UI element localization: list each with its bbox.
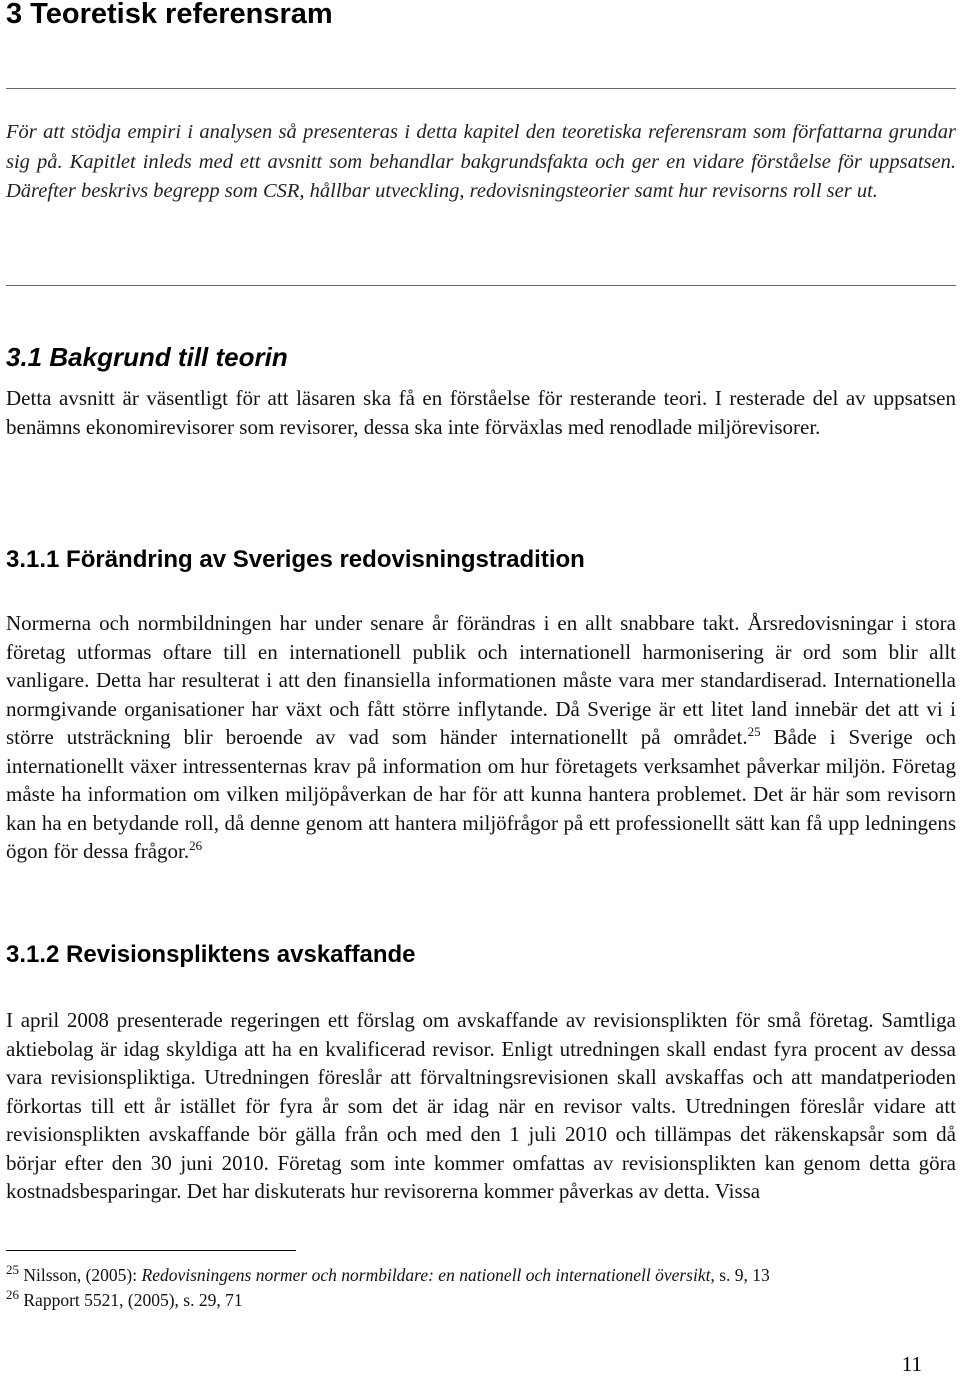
section-3-1-1-paragraph [6,609,956,866]
footnote-25-author: Nilsson, (2005): [23,1265,142,1285]
page-number: 11 [901,1352,922,1376]
chapter-intro: För att stödja empiri i analysen så presenteras i detta kapitel den teoretiska referensram som författarna grundar sig på. Kapitlet inleds med ett avsnitt som behandlar bakgrundsfakta och ger en vidare förståelse för uppsatsen. Därefter beskrivs begrepp som CSR, hållbar utveckling, redovisningsteorier samt hur revisorns roll ser ut. [6,121,956,202]
section-3-1-2-title: 3.1.2 Revisionspliktens avskaffande [6,941,416,968]
section-3-1-title: 3.1 Bakgrund till teorin [6,342,288,372]
section-3-1-1-text-part2: Både i Sverige och internationellt växer intressenternas krav på information om hur företagets verksamhet påverkar miljön. Företag måste ha information om vilken miljöpåverkan de har för att kunna hantera problemet. Det är här som revisorn kan ha en betydande roll, då denne genom att hantera miljöfrågor på ett professionellt sätt kan få upp ledningens ögon för dessa frågor. [6,725,957,863]
footnote-25 [6,1264,770,1286]
footnote-25-pages: , s. 9, 13 [710,1265,770,1285]
divider-top [6,88,956,89]
section-3-1-2-paragraph: I april 2008 presenterade regeringen ett förslag om avskaffande av revisionsplikten för små företag. Samtliga aktiebolag är idag skyldiga att ha en kvalificerad revisor. Enligt utredningen skall endast fyra procent av dessa vara revisionspliktiga. Utredningen föreslår att förvaltningsrevisionen skall avskaffas och att mandatperioden förkortas till ett år istället för fyra år som det är idag när en revisor valts. Utredningen föreslår vidare att revisionsplikten avskaffande bör gälla från och med den 1 juli 2010 och tillämpas det räkenskapsår som då börjar efter den 30 juni 2010. Företag som inte kommer omfattas av revisionsplikten kan genom detta göra kostnadsbesparingar. Det har diskuterats hur revisorerna kommer påverkas av detta. Vissa [6,1008,956,1203]
footnote-ref-26: 26 [189,838,203,853]
footnote-ref-25: 25 [747,724,761,739]
footnote-25-title: Redovisningens normer och normbildare: en nationell och internationell översikt [141,1265,711,1285]
section-3-1-paragraph: Detta avsnitt är väsentligt för att läsaren ska få en förståelse för resterande teori. I resterade del av uppsatsen benämns ekonomirevisorer som revisorer, dessa ska inte förväxlas med renodlade miljörevisorer. [6,386,956,439]
footnote-26-number: 26 [6,1287,19,1303]
chapter-title: 3 Teoretisk referensram [6,0,333,30]
divider-bottom [6,285,956,286]
footnote-separator [6,1250,296,1251]
section-3-1-1-text-part1: Normerna och normbildningen har under senare år förändras i en allt snabbare takt. Årsredovisningar i stora företag utformas oftare till en internationell publik och internationell harmonisering är ord som blir allt vanligare. Detta har resulterat i att den finansiella informationen måste vara mer standardiserad. Internationella normgivande organisationer har växt och fått större inflytande. Då Sverige är ett litet land innebär det att vi i större utsträckning blir beroende av vad som händer internationellt på området. [6,611,956,749]
footnote-26-text: Rapport 5521, (2005), s. 29, 71 [23,1290,243,1310]
section-3-1-1-title: 3.1.1 Förändring av Sveriges redovisningstradition [6,546,585,573]
footnote-25-number: 25 [6,1262,19,1278]
footnote-26 [6,1289,243,1311]
